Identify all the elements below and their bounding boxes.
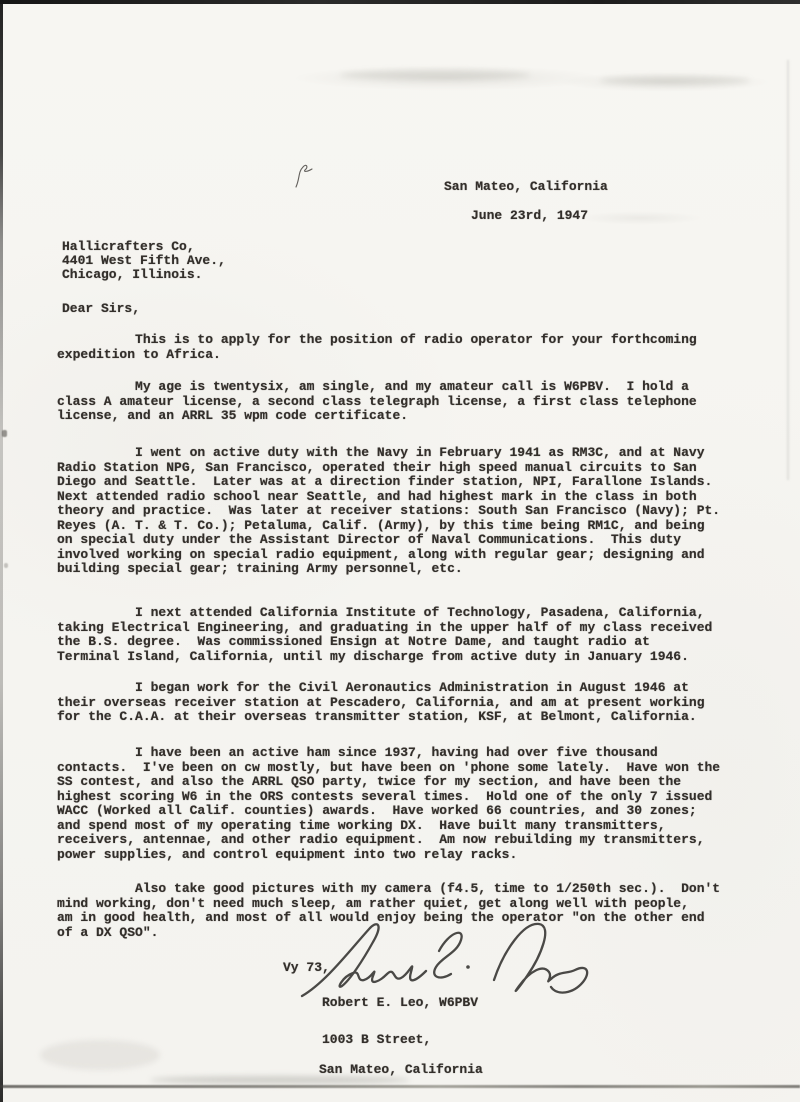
text-line: power supplies, and control equipment into two relay racks.: [57, 846, 518, 862]
paragraph-2: [57, 380, 757, 424]
text-line: on special duty under the Assistant Director of Naval Communications. This duty: [57, 532, 682, 547]
text-line: for the C.A.A. at their overseas transmitter station, KSF, at Belmont, California.: [57, 709, 697, 724]
recipient-name: Hallicrafters Co,: [62, 239, 195, 254]
text-line: expedition to Africa.: [57, 346, 221, 362]
text-line: theory and practice. Was later at receiver stations: South San Francisco (Navy); Pt.: [57, 503, 721, 518]
pencil-check-mark: [290, 160, 318, 190]
scan-right-edge: [787, 60, 789, 480]
text-line: I went on active duty with the Navy in February 1941 as RM3C, and at Navy: [57, 445, 705, 460]
scan-left-edge: [0, 0, 3, 1102]
paragraph-1: [57, 333, 757, 362]
recipient-street: 4401 West Fifth Ave.,: [62, 253, 226, 268]
text-line: taking Electrical Engineering, and graduating in the upper half of my class received: [57, 619, 713, 635]
text-line: WACC (Worked all Calif. counties) awards. Have worked 66 countries, and 30 zones;: [57, 803, 697, 818]
text-line: receivers, antennae, and other radio equipment. Am now rebuilding my transmitters,: [57, 832, 705, 847]
sender-street: 1003 B Street,: [322, 1032, 432, 1047]
letter-place-line: San Mateo, California: [444, 179, 608, 194]
text-line: This is to apply for the position of radio operator for your forthcoming: [57, 332, 697, 347]
scan-smudge: [600, 76, 750, 85]
text-line: SS contest, and also the ARRL QSO party, twice for my section, and have been the: [57, 774, 682, 789]
text-line: their overseas receiver station at Pescadero, California, and am at present working: [57, 694, 705, 710]
text-line: building special gear; training Army personnel, etc.: [57, 561, 463, 576]
text-line: Also take good pictures with my camera (f4.5, time to 1/250th sec.). Don't: [57, 881, 721, 896]
text-line: Terminal Island, California, until my discharge from active duty in January 1946.: [57, 648, 689, 664]
text-line: am in good health, and most of all would enjoy being the operator "on the other end: [57, 910, 705, 925]
text-line: Next attended radio school near Seattle, and had highest mark in the class in both: [57, 488, 697, 504]
text-line: Diego and Seattle. Later was at a direction finder station, NPI, Farallone Islands.: [57, 474, 713, 489]
closing: Vy 73,: [283, 960, 330, 975]
paragraph-5: [57, 681, 757, 725]
scan-bottom-edge: [0, 1085, 800, 1088]
text-line: license, and an ARRL 35 wpm code certificate.: [57, 408, 409, 423]
text-line: I next attended California Institute of Technology, Pasadena, California,: [57, 605, 705, 620]
text-line: of a DX QSO".: [57, 924, 159, 940]
text-line: the B.S. degree. Was commissioned Ensign at Notre Dame, and taught radio at: [57, 634, 650, 649]
scan-top-edge: [0, 0, 800, 4]
paragraph-3: [57, 446, 757, 577]
text-line: and spend most of my operating time working DX. Have built many transmitters,: [57, 817, 666, 833]
text-line: Reyes (A. T. & T. Co.); Petaluma, Calif. (Army), by this time being RM1C, and being: [57, 517, 705, 533]
sender-city: San Mateo, California: [319, 1062, 483, 1077]
text-line: class A amateur license, a second class telegraph license, a first class telephone: [57, 393, 697, 409]
paragraph-6: [57, 746, 757, 862]
text-line: Radio Station NPG, San Francisco, operated their high speed manual circuits to San: [57, 459, 697, 475]
text-line: highest scoring W6 in the ORS contests several times. Hold one of the only 7 issued: [57, 788, 713, 804]
text-line: contacts. I've been on cw mostly, but have been on 'phone some lately. Have won the: [57, 759, 721, 775]
recipient-city: Chicago, Illinois.: [62, 267, 203, 282]
scan-speck: [4, 563, 8, 568]
text-line: I have been an active ham since 1937, having had over five thousand: [57, 745, 658, 760]
text-line: I began work for the Civil Aeronautics Administration in August 1946 at: [57, 680, 689, 695]
scan-speck: [2, 430, 7, 437]
scan-smudge: [340, 70, 530, 80]
letter-date-line: June 23rd, 1947: [471, 208, 589, 223]
text-line: involved working on special radio equipment, along with regular gear; designing and: [57, 546, 705, 562]
paragraph-4: [57, 606, 757, 664]
salutation: Dear Sirs,: [62, 301, 141, 316]
typed-name: Robert E. Leo, W6PBV: [322, 995, 479, 1010]
text-line: My age is twentysix, am single, and my amateur call is W6PBV. I hold a: [57, 379, 689, 394]
scan-smudge: [40, 1040, 160, 1070]
text-line: mind working, don't need much sleep, am rather quiet, get along well with people,: [57, 895, 689, 911]
